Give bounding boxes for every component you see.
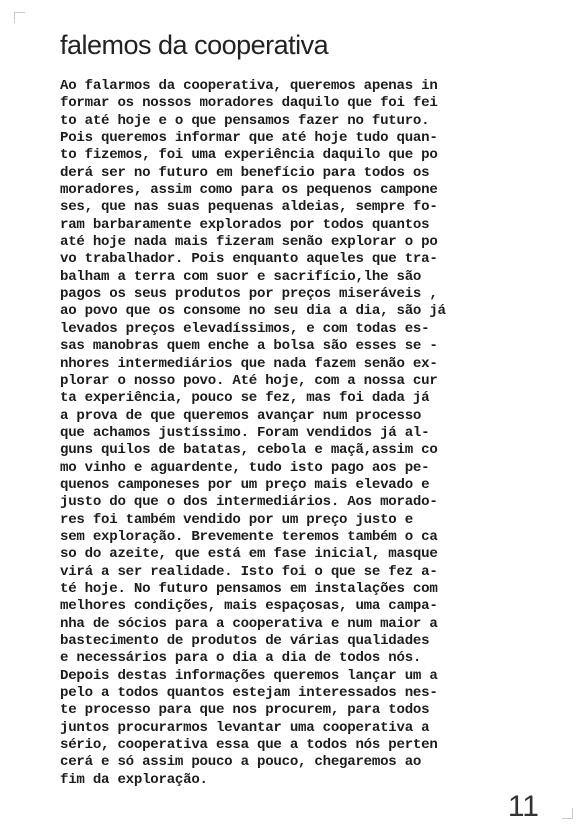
text-line: a prova de que queremos avançar num processo xyxy=(60,407,422,424)
text-line: moradores, assim como para os pequenos campone xyxy=(60,182,438,199)
text-line: Ao falarmos da cooperativa, queremos apenas in xyxy=(60,78,438,94)
scan-corner-mark xyxy=(562,808,573,819)
text-line: ta experiência, pouco se fez, mas foi dada já xyxy=(60,390,430,407)
text-line: derá ser no futuro em benefício para todos os xyxy=(60,164,430,181)
text-line: nhores intermediários que nada fazem senão ex- xyxy=(60,355,438,372)
text-line: virá a ser realidade. Isto foi o que se fez a- xyxy=(60,563,438,580)
text-line: mo vinho e aguardente, tudo isto pago aos pe- xyxy=(60,459,430,476)
text-line: quenos camponeses por um preço mais elevado e xyxy=(60,476,430,493)
text-line: que achamos justíssimo. Foram vendidos já al- xyxy=(60,424,430,441)
text-line: formar os nossos moradores daquilo que foi fei xyxy=(60,95,438,112)
text-line: ses, que nas suas pequenas aldeias, sempre fo- xyxy=(60,199,438,216)
text-line: pagos os seus produtos por preços miseráveis , xyxy=(60,286,438,303)
text-line: levados preços elevadíssimos, e com todas es- xyxy=(60,320,430,337)
text-line: to até hoje e o que pensamos fazer no futuro. xyxy=(60,112,430,129)
text-line: plorar o nosso povo. Até hoje, com a nossa cur xyxy=(60,372,438,389)
text-line: pelo a todos quantos estejam interessados nes- xyxy=(60,685,438,702)
text-line: balham a terra com suor e sacrifício,lhe são xyxy=(60,268,422,285)
text-line: sas manobras quem enche a bolsa são esses se - xyxy=(60,338,438,355)
text-line: ram barbaramente explorados por todos quantos xyxy=(60,216,430,233)
text-line: to fizemos, foi uma experiência daquilo que po xyxy=(60,147,438,164)
text-line: sério, cooperativa essa que a todos nós perten xyxy=(60,737,438,754)
text-line: cerá e só assim pouco a pouco, chegaremos ao xyxy=(60,754,422,771)
text-line: melhores condições, mais espaçosas, uma campa- xyxy=(60,598,438,615)
text-line: te processo para que nos procurem, para todos xyxy=(60,702,430,719)
page-title: falemos da cooperativa xyxy=(60,30,329,60)
text-line: guns quilos de batatas, cebola e maçã,assim co xyxy=(60,442,438,459)
text-line: até hoje nada mais fizeram senão explorar o po xyxy=(60,234,438,251)
text-line: Pois queremos informar que até hoje tudo quan- xyxy=(60,130,438,147)
text-line: nha de sócios para a cooperativa e num maior a xyxy=(60,615,438,632)
text-line: ao povo que os consome no seu dia a dia, são já xyxy=(60,303,446,320)
text-line: juntos procurarmos levantar uma cooperativa a xyxy=(60,719,430,736)
page-number: 11 xyxy=(507,790,539,823)
text-line: vo trabalhador. Pois enquanto aqueles que tra- xyxy=(60,251,438,268)
text-line: justo do que o dos intermediários. Aos morado- xyxy=(60,494,438,511)
scan-corner-mark xyxy=(14,12,25,23)
text-line: Depois destas informações queremos lançar um a xyxy=(60,667,438,684)
text-line: fim da exploração. xyxy=(60,771,208,788)
text-line: sem exploração. Brevemente teremos também o ca xyxy=(60,528,438,545)
text-line: té hoje. No futuro pensamos em instalações com xyxy=(60,580,438,597)
text-line: bastecimento de produtos de várias qualidades xyxy=(60,633,430,649)
text-line: res foi também vendido por um preço justo e xyxy=(60,511,413,528)
body-text xyxy=(60,78,540,789)
text-line: e necessários para o dia a dia de todos nós. xyxy=(60,650,422,667)
text-line: so do azeite, que está em fase inicial, masque xyxy=(60,546,438,563)
